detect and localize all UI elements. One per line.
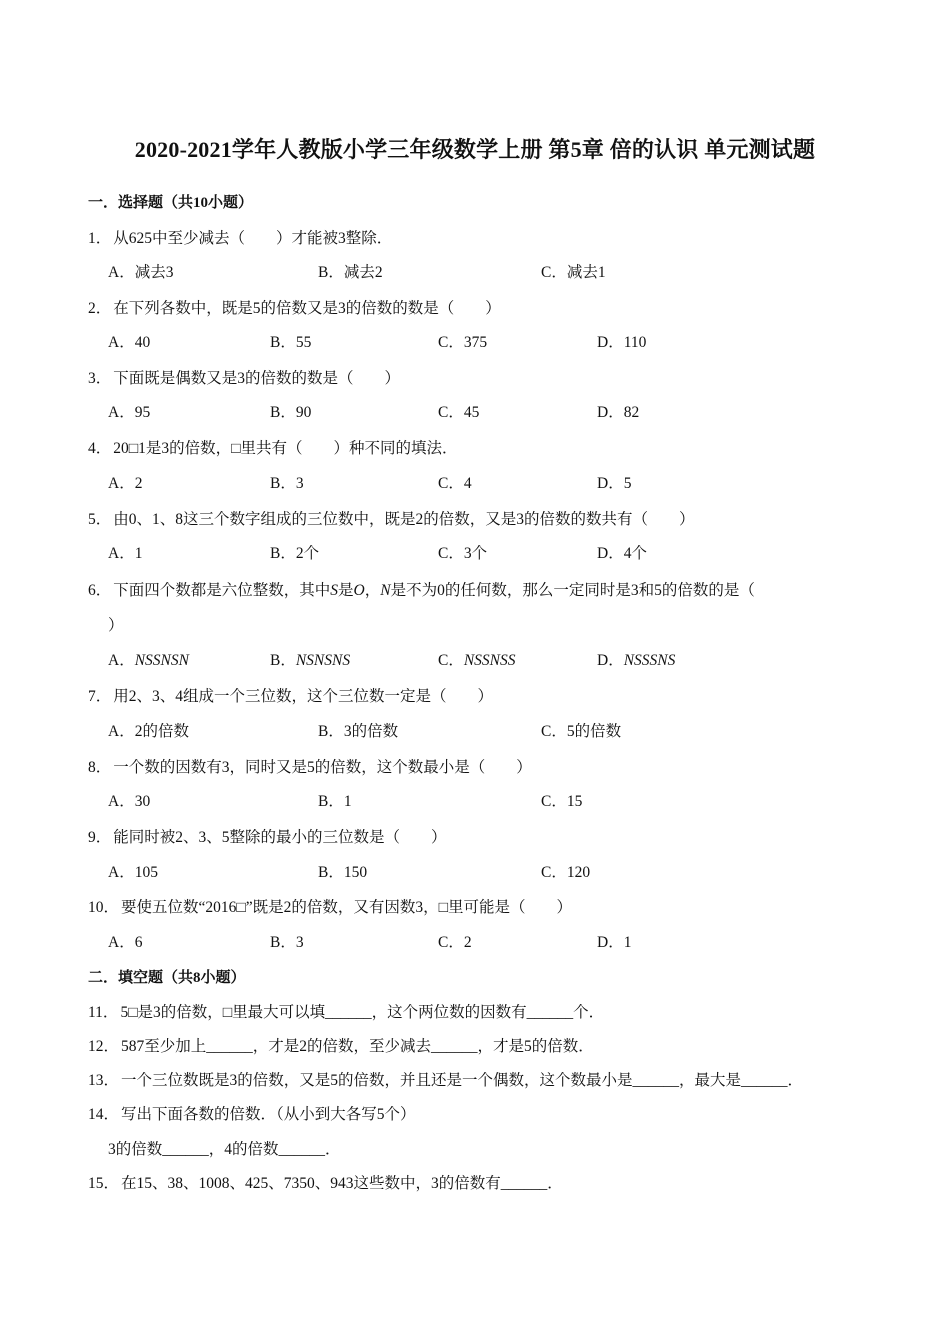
question-text: 从625中至少减去（ ）才能被3整除． <box>113 230 393 247</box>
question-number: 2． <box>88 300 112 317</box>
option-c[interactable]: C．3个 <box>438 545 488 562</box>
question-text: 由0、1、8这三个数字组成的三位数中，既是2的倍数，又是3的倍数的数共有（ ） <box>113 511 695 528</box>
question-9-options <box>0 860 950 882</box>
option-b[interactable]: B．55 <box>270 334 312 351</box>
question-text: 5□是3的倍数，□里最大可以填______，这个两位数的因数有______个． <box>120 1004 605 1021</box>
question-number: 11． <box>88 1004 119 1021</box>
question-text: 要使五位数“2016□”既是2的倍数，又有因数3，□里可能是（ ） <box>121 899 573 916</box>
option-c[interactable]: C．375 <box>438 334 488 351</box>
question-number: 6． <box>88 582 112 599</box>
option-c[interactable]: C．4 <box>438 475 472 492</box>
option-b[interactable]: B．3的倍数 <box>318 723 399 740</box>
option-a[interactable]: A．40 <box>108 334 151 351</box>
question-number: 8． <box>88 759 112 776</box>
option-label: D． <box>597 652 624 669</box>
question-3-options <box>0 400 950 422</box>
option-a[interactable]: A．2 <box>108 475 143 492</box>
question-number: 4． <box>88 440 112 457</box>
question-5 <box>88 507 695 529</box>
question-text: 587至少加上______，才是2的倍数，至少减去______，才是5的倍数． <box>121 1038 594 1055</box>
variable-o: O <box>353 582 365 599</box>
option-a[interactable]: A．减去3 <box>108 264 174 281</box>
question-number: 5． <box>88 511 112 528</box>
question-number: 13． <box>88 1072 120 1089</box>
question-number: 15． <box>88 1175 120 1192</box>
question-text: 一个数的因数有3，同时又是5的倍数，这个数最小是（ ） <box>113 759 532 776</box>
question-6-continuation: ） <box>108 617 124 634</box>
question-number: 3． <box>88 370 112 387</box>
option-a[interactable]: A．6 <box>108 934 143 951</box>
question-10-options <box>0 930 950 952</box>
option-c[interactable]: C．120 <box>541 864 591 881</box>
question-5-options <box>0 541 950 563</box>
question-3 <box>88 366 400 388</box>
question-6-options <box>0 648 950 670</box>
question-number: 14． <box>88 1106 120 1123</box>
question-7 <box>88 684 493 706</box>
question-text: 下面既是偶数又是3的倍数的数是（ ） <box>113 370 401 387</box>
option-c[interactable] <box>438 648 516 670</box>
question-text: 在下列各数中，既是5的倍数又是3的倍数的数是（ ） <box>113 300 501 317</box>
option-d[interactable]: D．110 <box>597 334 647 351</box>
question-8 <box>88 755 532 777</box>
question-text: 是不为0的任何数，那么一定同时是3和5的倍数的是（ <box>390 582 755 599</box>
option-c[interactable]: C．45 <box>438 404 480 421</box>
question-text: 在15、38、1008、425、7350、943这些数中，3的倍数有______． <box>121 1175 563 1192</box>
option-d[interactable]: D．82 <box>597 404 640 421</box>
question-text: ， <box>364 582 381 599</box>
option-c[interactable]: C．减去1 <box>541 264 606 281</box>
question-number: 10． <box>88 899 120 916</box>
option-b[interactable]: B．3 <box>270 475 304 492</box>
question-text: 写出下面各数的倍数．（从小到大各写5个） <box>121 1106 416 1123</box>
question-4 <box>88 436 458 458</box>
option-b[interactable]: B．1 <box>318 793 352 810</box>
question-12 <box>88 1034 594 1056</box>
question-number: 12． <box>88 1038 120 1055</box>
question-6 <box>88 578 755 600</box>
section-heading-fill: 二．填空题（共8小题） <box>88 970 246 986</box>
question-number: 7． <box>88 688 112 705</box>
option-value: NSNSNS <box>295 652 351 669</box>
option-b[interactable]: B．90 <box>270 404 312 421</box>
variable-s: S <box>330 582 339 599</box>
option-value: NSSNSS <box>463 652 516 669</box>
option-b[interactable]: B．3 <box>270 934 304 951</box>
question-8-options <box>0 789 950 811</box>
question-text: 用2、3、4组成一个三位数，这个三位数一定是（ ） <box>113 688 494 705</box>
option-a[interactable]: A．105 <box>108 864 158 881</box>
option-d[interactable]: D．5 <box>597 475 632 492</box>
question-14 <box>88 1102 416 1124</box>
page-title: 2020-2021学年人教版小学三年级数学上册 第5章 倍的认识 单元测试题 <box>134 137 816 162</box>
variable-n: N <box>380 582 391 599</box>
option-label: A． <box>108 652 135 669</box>
option-b[interactable]: B．减去2 <box>318 264 383 281</box>
option-d[interactable]: D．4个 <box>597 545 647 562</box>
question-11 <box>88 1000 604 1022</box>
question-text: 是 <box>338 582 354 599</box>
question-number: 9． <box>88 829 112 846</box>
question-10 <box>88 895 572 917</box>
question-2 <box>88 296 501 318</box>
option-value: NSSNSN <box>134 652 189 669</box>
option-c[interactable]: C．5的倍数 <box>541 723 622 740</box>
option-value: NSSSNS <box>623 652 676 669</box>
question-1 <box>88 226 392 248</box>
question-1-options <box>0 260 950 282</box>
option-d[interactable] <box>597 648 675 670</box>
option-b[interactable]: B．150 <box>318 864 368 881</box>
option-d[interactable]: D．1 <box>597 934 632 951</box>
question-text: 能同时被2、3、5整除的最小的三位数是（ ） <box>113 829 447 846</box>
question-14-continuation: 3的倍数______，4的倍数______． <box>108 1141 341 1158</box>
option-a[interactable]: A．1 <box>108 545 143 562</box>
option-a[interactable]: A．30 <box>108 793 151 810</box>
option-a[interactable]: A．95 <box>108 404 151 421</box>
option-c[interactable]: C．15 <box>541 793 583 810</box>
option-label: C． <box>438 652 464 669</box>
question-15 <box>88 1171 563 1193</box>
question-9 <box>88 825 447 847</box>
option-a[interactable] <box>108 648 189 670</box>
question-text: 一个三位数既是3的倍数，又是5的倍数，并且还是一个偶数，这个数最小是______，最大是______． <box>121 1072 804 1089</box>
option-b[interactable]: B．2个 <box>270 545 320 562</box>
option-b[interactable] <box>270 648 350 670</box>
question-text: 20□1是3的倍数，□里共有（ ）种不同的填法． <box>113 440 458 457</box>
question-number: 1． <box>88 230 112 247</box>
question-text: 下面四个数都是六位整数，其中 <box>113 582 331 599</box>
question-2-options <box>0 330 950 352</box>
question-7-options <box>0 719 950 741</box>
question-13 <box>88 1068 803 1090</box>
option-c[interactable]: C．2 <box>438 934 472 951</box>
option-a[interactable]: A．2的倍数 <box>108 723 189 740</box>
option-label: B． <box>270 652 296 669</box>
section-heading-choice: 一．选择题（共10小题） <box>88 195 254 211</box>
question-4-options <box>0 471 950 493</box>
